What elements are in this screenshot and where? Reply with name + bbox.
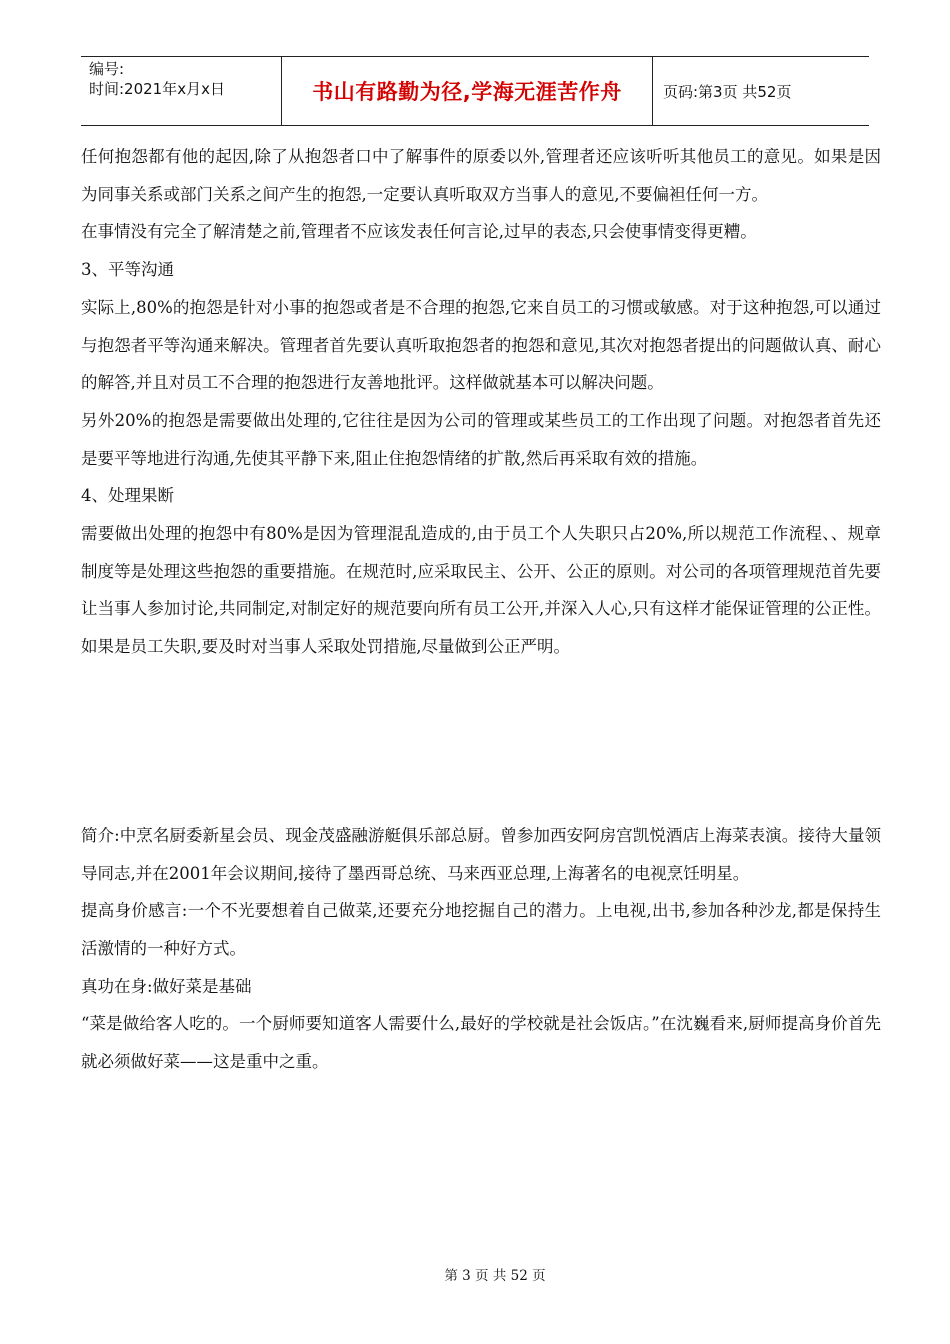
paragraph: 另外20%的抱怨是需要做出处理的,它往往是因为公司的管理或某些员工的工作出现了问题。对抱怨者首先还是要平等地进行沟通,先使其平静下来,阻止住抱怨情绪的扩散,然后再采取有效的措施。 xyxy=(81,410,881,468)
paragraph: “菜是做给客人吃的。一个厨师要知道客人需要什么,最好的学校就是社会饭店。”在沈巍看来,厨师提高身价首先就必须做好菜——这是重中之重。 xyxy=(81,1014,881,1072)
header-meta xyxy=(81,57,281,125)
paragraph: 提高身价感言:一个不光要想着自己做菜,还要充分地挖掘自己的潜力。上电视,出书,参加各种沙龙,都是保持生活激情的一种好方式。 xyxy=(81,901,881,958)
document-body xyxy=(81,138,881,1081)
header-motto: 书山有路勤为径,学海无涯苦作舟 xyxy=(281,57,653,125)
section-heading: 真功在身:做好菜是基础 xyxy=(81,976,252,996)
document-number-label: 编号: xyxy=(89,60,125,78)
page-footer: 第 3 页 共 52 页 xyxy=(444,1268,546,1284)
document-time-label: 时间:2021年x月x日 xyxy=(89,80,225,98)
paragraph: 任何抱怨都有他的起因,除了从抱怨者口中了解事件的原委以外,管理者还应该听听其他员工的意见。如果是因为同事关系或部门关系之间产生的抱怨,一定要认真听取双方当事人的意见,不要偏袒任何一方。 xyxy=(81,147,881,204)
section-heading: 4、处理果断 xyxy=(81,486,174,506)
paragraph: 需要做出处理的抱怨中有80%是因为管理混乱造成的,由于员工个人失职只占20%,所以规范工作流程、、规章制度等是处理这些抱怨的重要措施。在规范时,应采取民主、公开、公正的原则。对公司的各项管理规范首先要让当事人参加讨论,共同制定,对制定好的规范要向所有员工公开,并深入人心,只有这样才能保证管理的公正性。如果是员工失职,要及时对当事人采取处罚措施,尽量做到公正严明。 xyxy=(81,524,881,657)
section-heading: 3、平等沟通 xyxy=(81,260,174,280)
paragraph: 简介:中烹名厨委新星会员、现金茂盛融游艇俱乐部总厨。曾参加西安阿房宫凯悦酒店上海菜表演。接待大量领导同志,并在2001年会议期间,接待了墨西哥总统、马来西亚总理,上海著名的电视烹饪明星。 xyxy=(81,825,881,883)
paragraph: 实际上,80%的抱怨是针对小事的抱怨或者是不合理的抱怨,它来自员工的习惯或敏感。对于这种抱怨,可以通过与抱怨者平等沟通来解决。管理者首先要认真听取抱怨者的抱怨和意见,其次对抱怨者提出的问题做认真、耐心的解答,并且对员工不合理的抱怨进行友善地批评。这样做就基本可以解决问题。 xyxy=(81,297,881,393)
blank-space xyxy=(81,666,881,817)
header-page-info: 页码:第3页 共52页 xyxy=(663,82,792,101)
paragraph: 在事情没有完全了解清楚之前,管理者不应该发表任何言论,过早的表态,只会使事情变得更糟。 xyxy=(81,222,757,242)
page-header xyxy=(81,56,869,126)
